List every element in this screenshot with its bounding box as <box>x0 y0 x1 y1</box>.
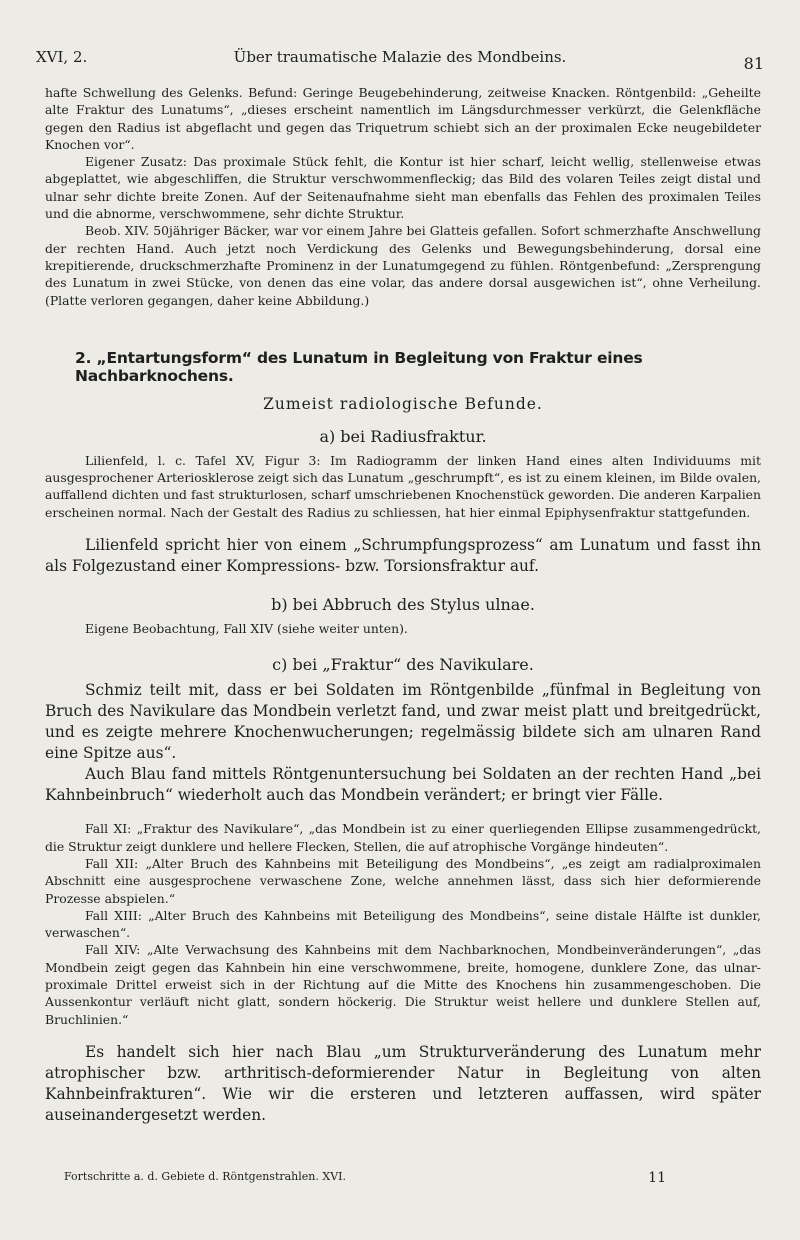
footer-journal: Fortschritte a. d. Gebiete d. Röntgenstrahlen. XVI. <box>64 1170 346 1183</box>
paragraph-fall-xii: Fall XII: „Alter Bruch des Kahnbeins mit Beteiligung des Mondbeins“, „es zeigt am radialproximalen Abschnitt eine ausgesprochene verwaschene Zone, welche annehmen lässt, dass sich hier deformierende Prozesse abspielen.“ <box>45 855 761 906</box>
page-body <box>45 84 761 1126</box>
section-heading: 2. „Entartungsform“ des Lunatum in Begleitung von Fraktur eines Nachbarknochens. <box>75 348 643 385</box>
page-number: 81 <box>743 54 764 73</box>
paragraph-schmiz: Schmiz teilt mit, dass er bei Soldaten im Röntgenbilde „fünfmal in Begleitung von Bruch des Navikulare das Mondbein verletzt fand, und zwar meist platt und breitgedrückt, und es zeigte mehrere Knochenwucherungen; regelmässig bildete sich am ulnaren Rand eine Spitze aus“. <box>45 681 761 763</box>
running-title: Über traumatische Malazie des Mondbeins. <box>233 48 567 66</box>
paragraph-continuation: hafte Schwellung des Gelenks. Befund: Geringe Beugebehinderung, zeitweise Knacken. Röntgenbild: „Geheilte alte Fraktur des Lunatums“, „dieses erscheint namentlich im Längsdurchmesser verkürzt, die Gelenkfläche gegen den Radius ist abgeflacht und gegen das Triquetrum schiebt sich an der proximalen Ecke neugebildeter Knochen vor“. <box>45 85 761 152</box>
paragraph-fall-xiv: Fall XIV: „Alte Verwachsung des Kahnbeins mit dem Nachbarknochen, Mondbeinveränderungen“, „das Mondbein zeigt gegen das Kahnbein hin eine verschwommene, breite, homogene, dunklere Zone, das ulnar-proximale Drittel erweist sich in der Richtung auf die Mitte des Knochens hin zusammengeschoben. Die Aussenkontur verläuft nicht glatt, sondern höckerig. Die Struktur weist hellere und dunklere Stellen auf, Bruchlinien.“ <box>45 942 761 1027</box>
paragraph-zusatz: Eigener Zusatz: Das proximale Stück fehlt, die Kontur ist hier scharf, leicht wellig, stellenweise etwas abgeplattet, wie abgeschliffen, die Struktur verschwommenfleckig; das Bild des volaren Teiles zeigt distal und ulnar sehr dichte breite Zonen. Auf der Seitenaufnahme sieht man ebenfalls das Fehlen des proximalen Teiles und die abnorme, verschwommene, sehr dichte Struktur. <box>45 154 761 222</box>
subsection-a-heading: a) bei Radiusfraktur. <box>319 426 487 446</box>
paragraph-beob-xiv: Beob. XIV. 50jähriger Bäcker, war vor einem Jahre bei Glatteis gefallen. Sofort schmerzhafte Anschwellung der rechten Hand. Auch jetzt noch Verdickung des Gelenks und Bewegungsbehinderung, dorsal eine krepitierende, druckschmerzhafte Prominenz in der Lunatumgegend zu fühlen. Röntgenbefund: „Zersprengung des Lunatum in zwei Stücke, von denen das eine volar, das andere dorsal ausgewichen ist“, ohne Verheilung. (Platte verloren gegangen, daher keine Abbildung.) <box>45 223 761 308</box>
paragraph-fall-xiii: Fall XIII: „Alter Bruch des Kahnbeins mit Beteiligung des Mondbeins“, seine distale Hälfte ist dunkler, verwaschen“. <box>45 907 761 941</box>
paragraph-fall-xi: Fall XI: „Fraktur des Navikulare“, „das Mondbein ist zu einer querliegenden Ellipse zusammengedrückt, die Struktur zeigt dunklere und hellere Flecken, Stellen, die auf atrophische Vorgänge hindeuten“. <box>45 821 761 854</box>
page-footer <box>64 1170 666 1190</box>
paragraph-lilienfeld-comment: Lilienfeld spricht hier von einem „Schrumpfungsprozess“ am Lunatum und fasst ihn als Folgezustand einer Kompressions- bzw. Torsionsfraktur auf. <box>45 536 761 576</box>
paragraph-own-observation: Eigene Beobachtung, Fall XIV (siehe weiter unten). <box>85 621 408 637</box>
subsection-c-heading: c) bei „Fraktur“ des Navikulare. <box>272 655 534 675</box>
section-subheading: Zumeist radiologische Befunde. <box>263 394 543 413</box>
signature-number: 11 <box>648 1170 666 1186</box>
running-header <box>36 44 764 74</box>
paragraph-blau: Auch Blau fand mittels Röntgenuntersuchung bei Soldaten an der rechten Hand „bei Kahnbeinbruch“ wiederholt auch das Mondbein verändert; er bringt vier Fälle. <box>45 765 761 805</box>
volume-label: XVI, 2. <box>36 48 88 66</box>
paragraph-lilienfeld-case: Lilienfeld, l. c. Tafel XV, Figur 3: Im Radiogramm der linken Hand eines alten Individuums mit ausgesprochener Arteriosklerose zeigt sich das Lunatum „geschrumpft“, es ist zu einem kleinen, im Bilde ovalen, auffallend dichten und fast strukturlosen, scharf umschriebenen Knochenstück geworden. Die anderen Karpalien erscheinen normal. Nach der Gestalt des Radius zu schliessen, hat hier einmal Epiphysenfraktur stattgefunden. <box>45 452 761 520</box>
paragraph-conclusion: Es handelt sich hier nach Blau „um Strukturveränderung des Lunatum mehr atrophischer bzw. arthritisch-deformierender Natur in Begleitung von alten Kahnbeinfrakturen“. Wie wir die ersteren und letzteren auffassen, wird später auseinandergesetzt werden. <box>45 1042 761 1124</box>
subsection-b-heading: b) bei Abbruch des Stylus ulnae. <box>271 595 535 615</box>
